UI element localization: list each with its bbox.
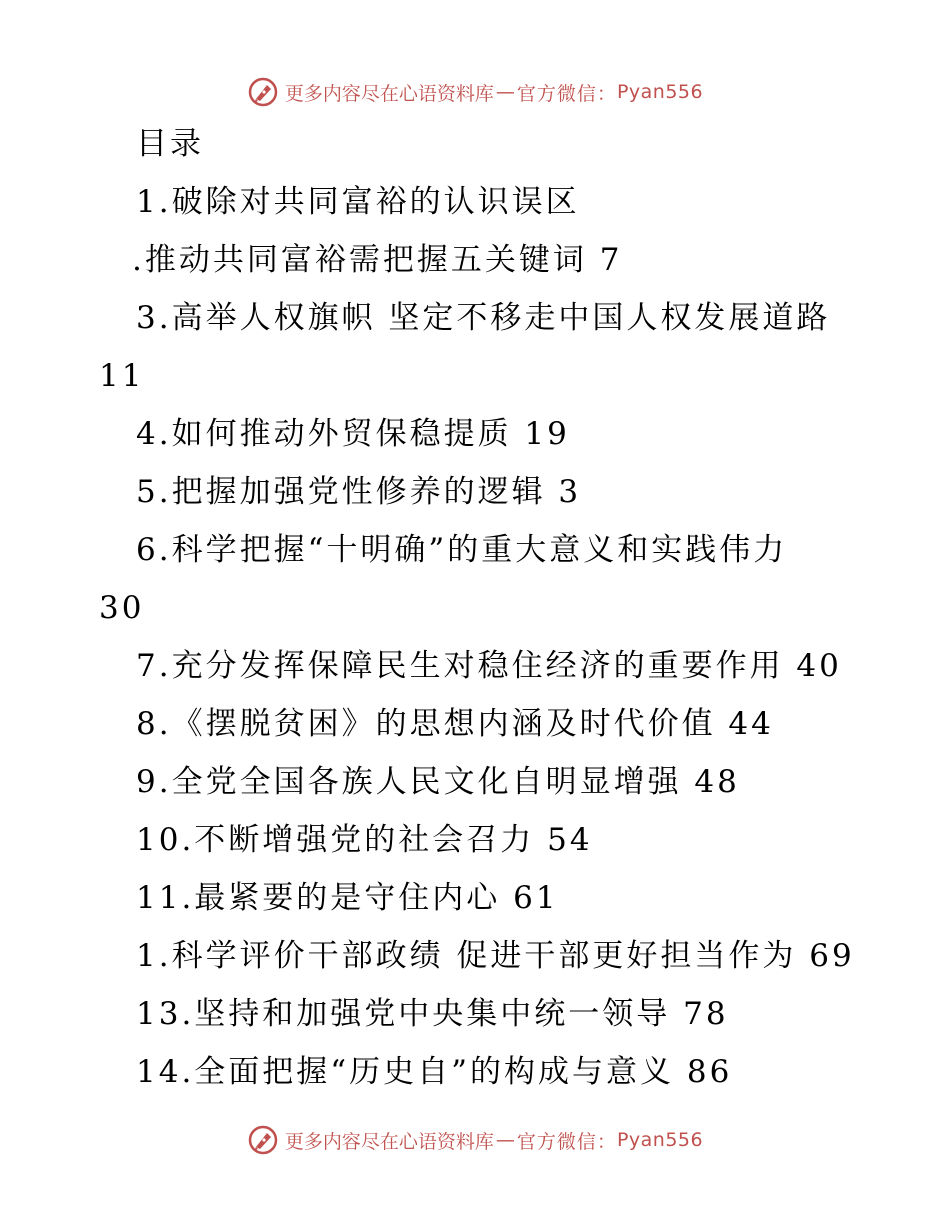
watermark-wechat-id: Pyan556 bbox=[616, 1129, 704, 1151]
toc-item: 8.《摆脱贫困》的思想内涵及时代价值 44 bbox=[136, 706, 774, 742]
watermark-label: 官方微信： bbox=[516, 1130, 617, 1153]
toc-item: 1.科学评价干部政绩 促进干部更好担当作为 69 bbox=[136, 938, 855, 974]
watermark-site: 更多内容尽在心语资料库 bbox=[284, 1130, 494, 1153]
watermark-site: 更多内容尽在心语资料库 bbox=[284, 82, 494, 105]
toc-title: 目录 bbox=[136, 126, 204, 162]
toc-item: 11.最紧要的是守住内心 61 bbox=[136, 880, 559, 916]
watermark-label: 官方微信： bbox=[516, 82, 617, 105]
pen-nib-circle-logo-icon bbox=[247, 76, 279, 108]
toc-item: .推动共同富裕需把握五关键词 7 bbox=[132, 242, 623, 278]
toc-item: 10.不断增强党的社会召力 54 bbox=[136, 822, 593, 858]
toc-item-continuation: 11 bbox=[99, 358, 145, 394]
toc-item-continuation: 30 bbox=[99, 590, 145, 626]
footer-watermark bbox=[0, 1120, 950, 1160]
toc-item: 3.高举人权旗帜 坚定不移走中国人权发展道路 bbox=[136, 300, 831, 336]
pen-nib-circle-logo-icon bbox=[247, 1124, 279, 1156]
toc-item: 4.如何推动外贸保稳提质 19 bbox=[136, 416, 570, 452]
toc-item: 7.充分发挥保障民生对稳住经济的重要作用 40 bbox=[136, 648, 842, 684]
toc-item: 1.破除对共同富裕的认识误区 bbox=[136, 184, 580, 220]
toc-item: 5.把握加强党性修养的逻辑 3 bbox=[136, 474, 582, 510]
toc-item: 13.坚持和加强党中央集中统一领导 78 bbox=[136, 996, 729, 1032]
toc-item: 6.科学把握“十明确”的重大意义和实践伟力 bbox=[136, 532, 788, 568]
header-watermark bbox=[0, 72, 950, 112]
toc-item: 9.全党全国各族人民文化自明显增强 48 bbox=[136, 764, 740, 800]
toc-item: 14.全面把握“历史自”的构成与意义 86 bbox=[136, 1054, 733, 1090]
watermark-dash: — bbox=[495, 1129, 515, 1151]
watermark-wechat-id: Pyan556 bbox=[616, 81, 704, 103]
watermark-dash: — bbox=[495, 81, 515, 103]
